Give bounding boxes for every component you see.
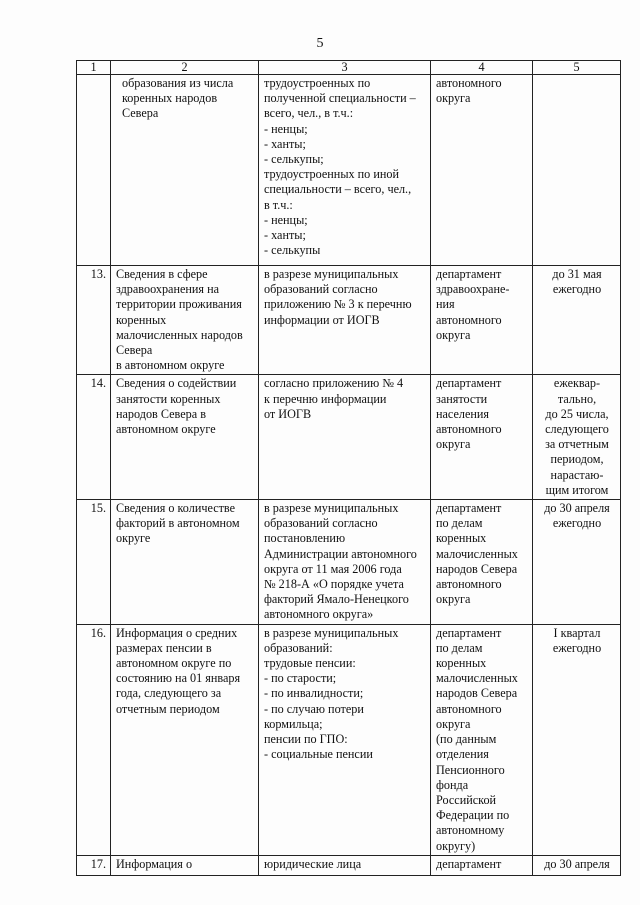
cell-line: за отчетным: [545, 437, 609, 452]
cell-line: ния: [436, 297, 455, 312]
cell-col5: [533, 266, 621, 375]
cell-line: образований согласно: [264, 282, 378, 297]
cell-line: информации от ИОГВ: [264, 312, 380, 327]
cell-line: Сведения в сфере: [116, 267, 208, 281]
cell-line: ежегодно: [552, 282, 602, 297]
cell-line: автономного: [436, 422, 502, 437]
cell-line: постановлению: [264, 531, 346, 546]
header-row: [77, 61, 621, 75]
cell-col5: [533, 75, 621, 266]
cell-line: в автономном округе: [116, 358, 225, 373]
cell-col2: [111, 500, 259, 625]
cell-line: Информация о средних: [116, 625, 238, 640]
cell-line: департамент: [436, 501, 502, 516]
cell-line: округа от 11 мая 2006 года: [264, 561, 402, 576]
cell-line: автономного округа»: [264, 607, 374, 622]
cell-line: департамент: [436, 376, 502, 391]
cell-line: в разрезе муниципальных: [264, 625, 399, 640]
cell-line: округа: [436, 91, 471, 106]
cell-line: - ненцы;: [264, 212, 308, 227]
cell-col2: [111, 375, 259, 500]
cell-line: ежегодно: [552, 640, 602, 655]
cell-col5: [533, 500, 621, 625]
cell-line: кормильца;: [264, 716, 323, 731]
cell-line: округа: [436, 592, 471, 607]
cell-line: тально,: [557, 391, 597, 406]
cell-line: автономного: [436, 76, 502, 90]
cell-line: автономному: [436, 823, 505, 838]
cell-line: в разрезе муниципальных: [264, 501, 399, 516]
row-number: 16.: [77, 624, 111, 855]
cell-col3: [259, 375, 431, 500]
cell-line: согласно приложению № 4: [264, 376, 404, 391]
cell-line: Севера: [116, 343, 153, 358]
table-row: [77, 624, 621, 855]
header-cell: 3: [259, 61, 431, 75]
cell-col2: [111, 855, 259, 875]
cell-line: - социальные пенсии: [264, 747, 373, 762]
cell-line: коренных: [116, 312, 167, 327]
cell-col4: [431, 266, 533, 375]
cell-line: факторий Ямало-Ненецкого: [264, 592, 409, 607]
cell-line: нарастаю-: [550, 467, 604, 482]
cell-col5: [533, 855, 621, 875]
document-table: [76, 60, 621, 876]
cell-col3: [259, 75, 431, 266]
cell-line: малочисленных: [436, 546, 518, 561]
cell-line: автономного: [436, 701, 502, 716]
cell-line: территории проживания: [116, 297, 242, 312]
cell-line: коренных: [436, 531, 487, 546]
cell-line: всего, чел., в т.ч.:: [264, 106, 354, 121]
cell-line: населения: [436, 406, 490, 421]
table-body: [77, 75, 621, 876]
table-row: [77, 500, 621, 625]
cell-col4: [431, 855, 533, 875]
cell-line: в разрезе муниципальных: [264, 267, 399, 281]
cell-line: занятости коренных: [116, 391, 221, 406]
cell-line: по делам: [436, 640, 483, 655]
cell-line: автономного: [436, 577, 502, 592]
table-row: [77, 855, 621, 875]
cell-line: I квартал: [553, 625, 601, 640]
cell-line: здравоохране-: [436, 282, 510, 297]
cell-line: фонда: [436, 777, 469, 792]
cell-line: до 25 числа,: [545, 406, 609, 421]
row-number: 13.: [77, 266, 111, 375]
cell-line: специальности – всего, чел.,: [264, 182, 412, 197]
cell-line: периодом,: [550, 452, 604, 467]
row-number: 15.: [77, 500, 111, 625]
cell-line: - ханты;: [264, 136, 306, 151]
cell-line: округе: [116, 531, 151, 546]
cell-line: отделения: [436, 747, 489, 762]
cell-col5: [533, 624, 621, 855]
cell-col4: [431, 624, 533, 855]
cell-line: - по случаю потери: [264, 701, 364, 716]
cell-line: приложению № 3 к перечню: [264, 297, 412, 312]
cell-line: трудоустроенных по: [264, 76, 371, 90]
cell-col3: [259, 624, 431, 855]
cell-line: полученной специальности –: [264, 91, 416, 106]
cell-col5: [533, 375, 621, 500]
header-cell: 5: [533, 61, 621, 75]
cell-col3: [259, 855, 431, 875]
cell-line: занятости: [436, 391, 488, 406]
cell-line: состоянию на 01 января: [116, 671, 241, 686]
table-row: [77, 75, 621, 266]
cell-line: до 30 апреля: [544, 501, 610, 516]
cell-line: автономном округе по: [116, 656, 232, 671]
cell-line: малочисленных: [436, 671, 518, 686]
cell-line: Сведения о количестве: [116, 501, 236, 516]
row-number: 14.: [77, 375, 111, 500]
cell-line: - ханты;: [264, 228, 306, 243]
cell-line: народов Севера: [436, 561, 518, 576]
row-number: 17.: [77, 855, 111, 875]
cell-line: департамент: [436, 267, 502, 281]
page-number: 5: [316, 36, 324, 51]
cell-line: - селькупы: [264, 243, 321, 258]
cell-line: ежеквар-: [553, 376, 601, 391]
cell-line: Севера: [122, 106, 159, 121]
cell-line: юридические лица: [264, 856, 362, 871]
cell-col4: [431, 375, 533, 500]
cell-col3: [259, 500, 431, 625]
cell-line: факторий в автономном: [116, 516, 240, 531]
cell-col2: [111, 624, 259, 855]
cell-col2: [111, 75, 259, 266]
cell-line: Администрации автономного: [264, 546, 417, 561]
cell-line: округа: [436, 437, 471, 452]
cell-line: в т.ч.:: [264, 197, 293, 212]
cell-line: коренных народов: [122, 91, 218, 106]
cell-line: автономном округе: [116, 422, 216, 437]
cell-line: департамент: [436, 625, 502, 640]
cell-line: Российской: [436, 792, 497, 807]
cell-line: округа: [436, 327, 471, 342]
cell-line: департамент: [436, 856, 502, 871]
cell-line: округу): [436, 838, 476, 853]
table-row: [77, 375, 621, 500]
cell-line: округа: [436, 716, 471, 731]
cell-line: ежегодно: [552, 516, 602, 531]
cell-col4: [431, 500, 533, 625]
cell-line: Сведения о содействии: [116, 376, 237, 391]
cell-line: (по данным: [436, 732, 497, 747]
cell-line: трудовые пенсии:: [264, 656, 356, 671]
header-cell: 2: [111, 61, 259, 75]
cell-line: Информация о: [116, 856, 193, 871]
cell-line: коренных: [436, 656, 487, 671]
cell-col2: [111, 266, 259, 375]
cell-line: отчетным периодом: [116, 701, 220, 716]
cell-line: народов Севера: [436, 686, 518, 701]
cell-line: образований:: [264, 640, 333, 655]
cell-line: № 218-А «О порядке учета: [264, 577, 404, 592]
row-number: [77, 75, 111, 266]
cell-line: щим итогом: [545, 482, 609, 497]
cell-line: - селькупы;: [264, 152, 324, 167]
cell-line: от ИОГВ: [264, 406, 312, 421]
cell-line: - по старости;: [264, 671, 337, 686]
cell-line: автономного: [436, 312, 502, 327]
cell-line: до 30 апреля: [544, 856, 610, 871]
header-cell: 4: [431, 61, 533, 75]
cell-col4: [431, 75, 533, 266]
table-row: [77, 266, 621, 375]
cell-line: Пенсионного: [436, 762, 505, 777]
cell-line: следующего: [545, 422, 609, 437]
cell-line: образования из числа: [122, 76, 234, 90]
cell-line: здравоохранения на: [116, 282, 220, 297]
cell-line: образований согласно: [264, 516, 378, 531]
cell-line: - ненцы;: [264, 121, 308, 136]
cell-line: трудоустроенных по иной: [264, 167, 399, 182]
header-cell: 1: [77, 61, 111, 75]
cell-line: до 31 мая: [552, 267, 602, 281]
cell-line: народов Севера в: [116, 406, 206, 421]
cell-line: к перечню информации: [264, 391, 387, 406]
cell-col3: [259, 266, 431, 375]
cell-line: Федерации по: [436, 808, 510, 823]
cell-line: - по инвалидности;: [264, 686, 364, 701]
cell-line: размерах пенсии в: [116, 640, 212, 655]
cell-line: по делам: [436, 516, 483, 531]
cell-line: года, следующего за: [116, 686, 222, 701]
cell-line: малочисленных народов: [116, 327, 243, 342]
cell-line: пенсии по ГПО:: [264, 732, 348, 747]
